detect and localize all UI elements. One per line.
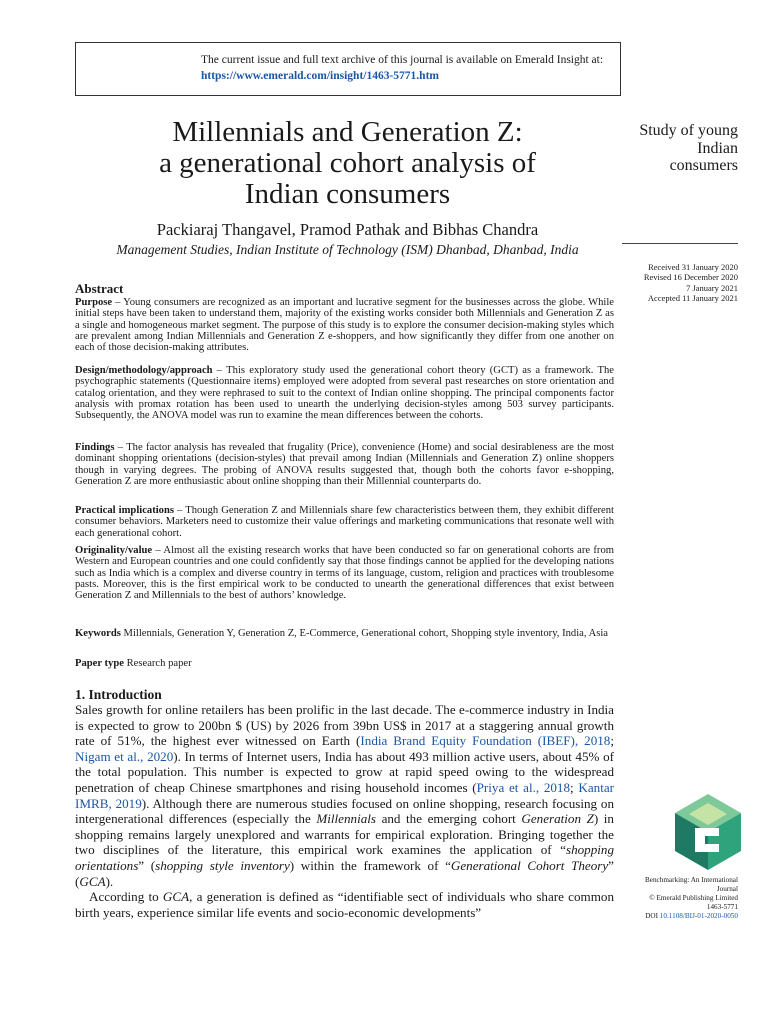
- author-affiliation: Management Studies, Indian Institute of Technology (ISM) Dhanbad, Dhanbad, India: [116, 242, 579, 257]
- intro-text: ;: [570, 779, 579, 795]
- revised-date-2: 7 January 2021: [686, 282, 738, 293]
- article-title-line-1: Millennials and Generation Z:: [172, 116, 523, 148]
- paper-type-label: Paper type: [75, 658, 124, 669]
- intro-text: ” (: [138, 857, 156, 873]
- intro-text: ).: [105, 873, 114, 889]
- access-notice-text: The current issue and full text archive of this journal is available on Emerald Insight at:: [201, 54, 604, 66]
- abstract-originality: [75, 545, 614, 601]
- purpose-text: – Young consumers are recognized as an important and lucrative segment for the businesses across the globe. While initial steps have been taken to understand them, majority of the existing works consider both Millennials and Generation Z as a single and homogeneous market segment. The purpose of this study is to explore the consumer decision-making styles which are prevalent among Indian Millennials and Generation Z e-shoppers, and how significantly they differ from one another on each of those decision-making attributes.: [75, 297, 614, 354]
- intro-emphasis: GCA: [162, 889, 190, 905]
- intro-emphasis: Millennials: [316, 811, 376, 827]
- intro-emphasis: GCA: [79, 873, 106, 889]
- article-authors: Packiaraj Thangavel, Pramod Pathak and Bibhas Chandra: [156, 220, 539, 239]
- paper-type: [75, 657, 614, 671]
- intro-emphasis: shopping style inventory: [155, 857, 290, 873]
- practical-text: – Though Generation Z and Millennials share few characteristics between them, they exhibit different consumer behaviors. Marketers need to customize their value offerings and marketing communications that resonate well with each generational cohort.: [75, 505, 614, 539]
- publisher: © Emerald Publishing Limited: [649, 894, 738, 902]
- accepted-date: Accepted 11 January 2021: [647, 292, 738, 303]
- intro-text: According to: [89, 889, 163, 905]
- originality-text: – Almost all the existing research works that have been conducted so far on generational cohorts are from Western and European countries and one could confidently say that those findings cannot be applied for the developing nations such as India which is a complex and diverse country in terms of its language, custom, religion and practices with troublesome pasts. Moreover, this is the first empirical work to be conducted to unearth the generational differences that exist between Generation Z and Millennials to the best of authors’ knowledge.: [75, 545, 614, 602]
- intro-text: and the emerging cohort: [376, 811, 522, 827]
- design-label: Design/methodology/approach: [75, 365, 213, 376]
- received-date: Received 31 January 2020: [648, 262, 738, 272]
- article-title-line-3: Indian consumers: [244, 178, 451, 210]
- journal-name: Benchmarking: An International: [644, 876, 738, 884]
- abstract-practical-implications: [75, 505, 614, 539]
- running-title: [620, 122, 738, 175]
- running-title-line-2: Indian: [697, 139, 738, 157]
- journal-name-2: Journal: [716, 885, 738, 893]
- introduction-paragraph-1: [75, 702, 614, 889]
- intro-text: ” (: [75, 857, 614, 889]
- findings-label: Findings: [75, 442, 115, 453]
- article-history-dates: [600, 262, 738, 303]
- journal-archive-link[interactable]: https://www.emerald.com/insight/1463-5771.htm: [201, 70, 439, 82]
- intro-emphasis: Generation Z: [521, 811, 594, 827]
- sidebar-divider: [622, 243, 738, 244]
- intro-text: ;: [610, 733, 614, 749]
- doi-link[interactable]: 10.1108/BIJ-01-2020-0050: [659, 912, 738, 920]
- intro-text: , a generation is defined as “identifiable sect of individuals who share common birth years, experience similar life events and socio-economic developments”: [75, 889, 615, 920]
- findings-text: – The factor analysis has revealed that frugality (Price), convenience (Home) and social desirableness are the most dominant shopping orientations (decision-styles) that prevail among Indian (Millennials and Generation Z) online shoppers though in varying degrees. The probing of ANOVA results suggested that, though both the cohorts favor e-shopping, Generation Z are more enthusiastic about online shopping than their Millennial counterparts do.: [75, 442, 614, 487]
- article-title-line-2: a generational cohort analysis of: [159, 147, 536, 179]
- issn: 1463-5771: [706, 903, 738, 911]
- abstract-purpose: [75, 297, 614, 353]
- abstract-design: [75, 365, 614, 421]
- paper-type-text: Research paper: [123, 658, 192, 669]
- citation-ibef[interactable]: India Brand Equity Foundation (IBEF), 2018: [360, 733, 611, 749]
- keywords: [75, 627, 614, 641]
- citation-priya[interactable]: Priya et al., 2018: [476, 779, 571, 795]
- introduction-heading: 1. Introduction: [75, 687, 162, 702]
- intro-text: Sales growth for online retailers has been prolific in the last decade. The e-commerce industry in India is expected to grow to 200bn $ (US) by 2026 from 39bn US$ in 2017 at a staggering annual growth rate of 51%, the highest ever witnessed on Earth (: [75, 702, 614, 749]
- journal-info: [600, 876, 738, 921]
- intro-text: ). Although there are numerous studies focused on online shopping, research focusing on intergenerational differences (especially the: [75, 795, 614, 827]
- citation-kantar[interactable]: Kantar IMRB, 2019: [75, 779, 615, 811]
- intro-text: ) within the framework of “: [289, 857, 451, 873]
- abstract-findings: [75, 442, 614, 487]
- revised-date: Revised 16 December 2020: [643, 272, 738, 283]
- intro-emphasis: Generational Cohort Theory: [450, 857, 609, 873]
- doi-label: DOI: [645, 912, 660, 920]
- purpose-label: Purpose: [75, 297, 113, 308]
- abstract-heading: Abstract: [75, 281, 124, 296]
- design-text: – This exploratory study used the generational cohort theory (GCT) as a framework. The psychographic statements (Questionnaire items) employed were adopted from several past researches on store orientation and catalog orientation, and they were rephrased to suit to the context of Indian online shopping. The principal components factor analysis with promax rotation has been used to unearth the underlying decision-styles among 503 survey participants. Subsequently, the ANOVA model was run to examine the mean differences between the cohorts.: [75, 365, 614, 422]
- introduction-body: [75, 702, 614, 920]
- intro-text: ) in shopping remains largely unexplored and warrants for empirical exploration. Bringing together the two disciplines of the literature, this empirical work examines the application of “: [75, 811, 614, 858]
- keywords-label: Keywords: [75, 628, 121, 639]
- intro-text: ). In terms of Internet users, India has about 493 million active users, about 45% of the total population. This number is expected to grow at rapid speed owing to the widespread penetration of cheap Chinese smartphones and rising household incomes (: [75, 748, 614, 795]
- emerald-publishing-logo-icon: [675, 794, 741, 870]
- running-title-line-3: consumers: [669, 157, 738, 174]
- introduction-paragraph-2: [75, 889, 614, 920]
- keywords-text: Millennials, Generation Y, Generation Z, E-Commerce, Generational cohort, Shopping style inventory, India, Asia: [120, 628, 608, 639]
- intro-emphasis: shopping orientations: [75, 842, 614, 873]
- access-notice-box: [75, 42, 621, 96]
- running-title-line-1: Study of young: [639, 122, 738, 139]
- practical-label: Practical implications: [75, 505, 174, 516]
- article-title: [75, 117, 620, 210]
- originality-label: Originality/value: [75, 545, 153, 556]
- citation-nigam[interactable]: Nigam et al., 2020: [75, 748, 174, 764]
